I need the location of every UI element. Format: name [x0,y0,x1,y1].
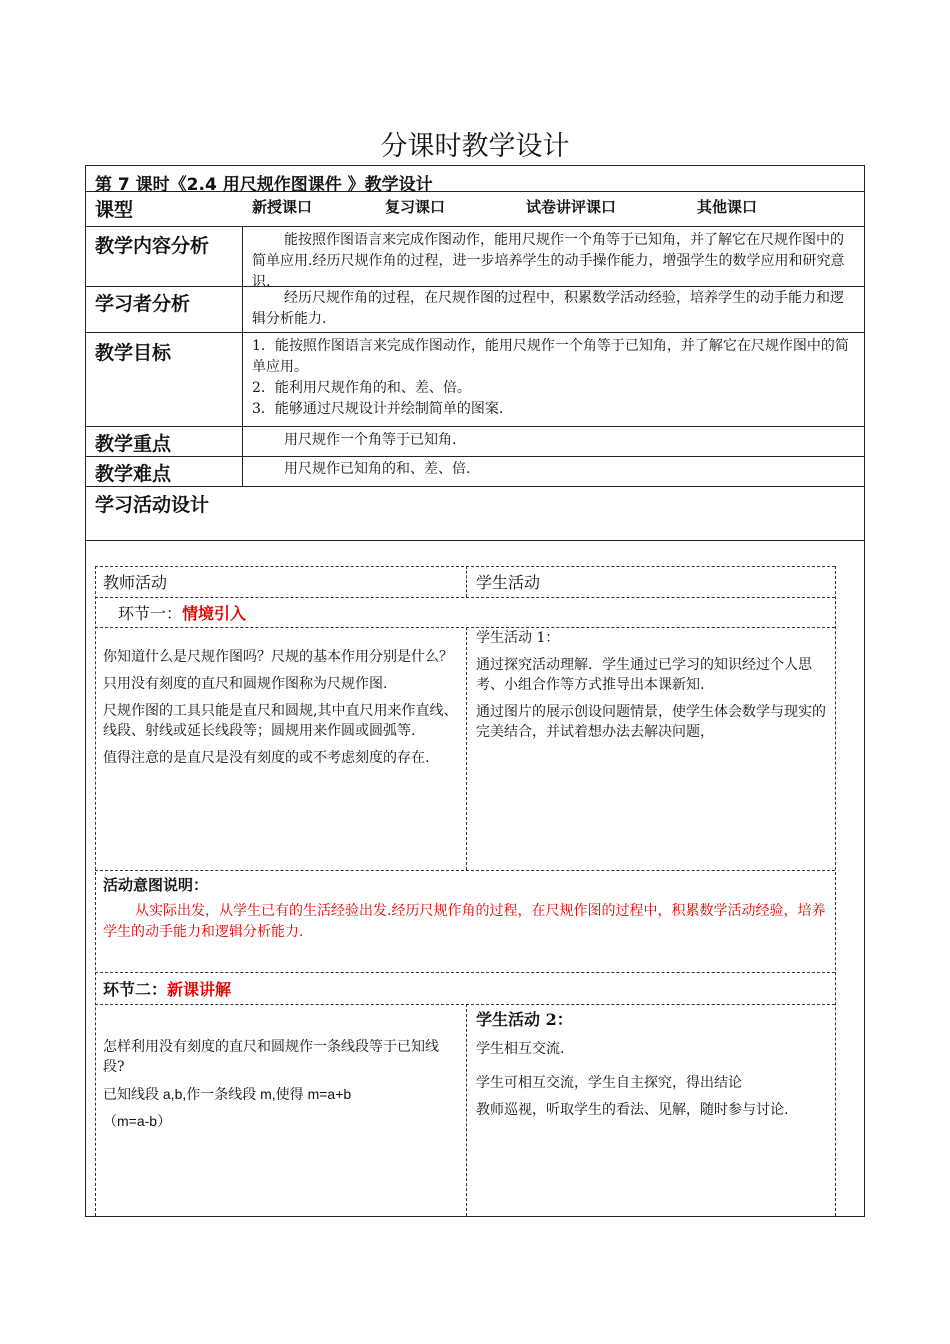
dashed-line [95,870,835,871]
lesson-type-option: 复习课口 [385,198,446,216]
stage1-teacher-cell [103,647,459,775]
dashed-line [95,972,835,973]
teacher-paragraph: （m=a-b） [103,1113,172,1129]
stage1-title: 环节一：情境引入 [118,604,247,623]
dashed-line [95,566,96,1216]
divider [85,540,865,541]
intent-label: 活动意图说明： [103,876,209,894]
activity-design-label: 学习活动设计 [95,494,210,516]
stage1-student-cell [476,628,828,749]
content-analysis-label: 教学内容分析 [95,235,210,257]
student-paragraph: 通过探究活动理解．学生通过已学习的知识经过个人思考、小组合作等方式推导出本课新知. [476,657,812,693]
lesson-type-option: 新授课口 [252,198,313,216]
lesson-type-label: 课型 [95,199,134,221]
divider [85,332,865,333]
student-paragraph: 通过图片的展示创设问题情景，使学生体会数学与现实的完美结合，并试着想办法去解决问题， [476,704,826,740]
student-paragraph: 学生可相互交流，学生自主探究，得出结论 [476,1075,742,1091]
teacher-paragraph: 怎样利用没有刻度的直尺和圆规作一条线段等于已知线段? [103,1039,439,1075]
objective-item: 3．能够通过尺规设计并绘制简单的图案. [252,401,504,417]
stage2-title: 环节二：新课讲解 [103,980,232,999]
dashed-line [95,1004,835,1005]
teacher-activity-header: 教师活动 [103,573,168,592]
divider [85,486,865,487]
teacher-paragraph: 你知道什么是尺规作图吗？尺规的基本作用分别是什么？ [103,649,453,665]
page-title: 分课时教学设计 [380,131,570,162]
dashed-line [466,627,467,870]
learner-analysis-text: 经历尺规作角的过程，在尺规作图的过程中，积累数学活动经验，培养学生的动手能力和逻辑分析能力. [252,290,844,327]
objective-item: 2．能利用尺规作角的和、差、倍。 [252,380,471,396]
intent-text: 从实际出发，从学生已有的生活经验出发.经历尺规作角的过程，在尺规作图的过程中，积累数学活动经验，培养学生的动手能力和逻辑分析能力. [103,903,826,940]
stage2-teacher-cell [103,1037,459,1138]
teacher-paragraph: 已知线段 a,b,作一条线段 m,使得 m=a+b [103,1086,352,1102]
divider [85,226,865,227]
dashed-line [466,1004,467,1216]
dashed-line [95,597,835,598]
student-paragraph: 教师巡视，听取学生的看法、见解，随时参与讨论. [476,1102,789,1118]
lesson-type-option: 其他课口 [697,198,758,216]
key-point-label: 教学重点 [95,433,172,455]
student-activity-title: 学生活动 2： [476,1010,573,1029]
key-point-text: 用尺规作一个角等于已知角. [284,432,457,448]
objectives-list [252,336,856,420]
dashed-line [835,566,836,1216]
student-activity-header: 学生活动 [476,573,541,592]
lesson-header: 第 7 课时《2.4 用尺规作图课件 》教学设计 [95,175,433,195]
student-activity-title: 学生活动 1： [476,630,560,646]
objective-item: 1．能按照作图语言来完成作图动作，能用尺规作一个角等于已知角，并了解它在尺规作图中的简单应用。 [252,338,849,375]
divider [85,426,865,427]
learner-analysis-label: 学习者分析 [95,293,191,315]
student-paragraph: 学生相互交流. [476,1041,565,1057]
column-divider [242,226,243,486]
teacher-paragraph: 尺规作图的工具只能是直尺和圆规,其中直尺用来作直线、线段、射线或延长线段等；圆规用来作圆或圆弧等. [103,703,458,739]
stage2-student-cell [476,1010,828,1127]
difficulty-label: 教学难点 [95,463,172,485]
lesson-type-option: 试卷讲评课口 [526,198,617,216]
difficulty-text: 用尺规作已知角的和、差、倍. [284,461,471,477]
teacher-paragraph: 值得注意的是直尺是没有刻度的或不考虑刻度的存在. [103,750,430,766]
teacher-paragraph: 只用没有刻度的直尺和圆规作图称为尺规作图. [103,676,388,692]
objectives-label: 教学目标 [95,342,172,364]
dashed-line [466,566,467,597]
divider [85,456,865,457]
content-analysis-text: 能按照作图语言来完成作图动作，能用尺规作一个角等于已知角，并了解它在尺规作图中的简单应用.经历尺规作角的过程，进一步培养学生的动手操作能力，增强学生的数学应用和研究意识. [252,232,845,290]
dashed-line [95,566,835,567]
